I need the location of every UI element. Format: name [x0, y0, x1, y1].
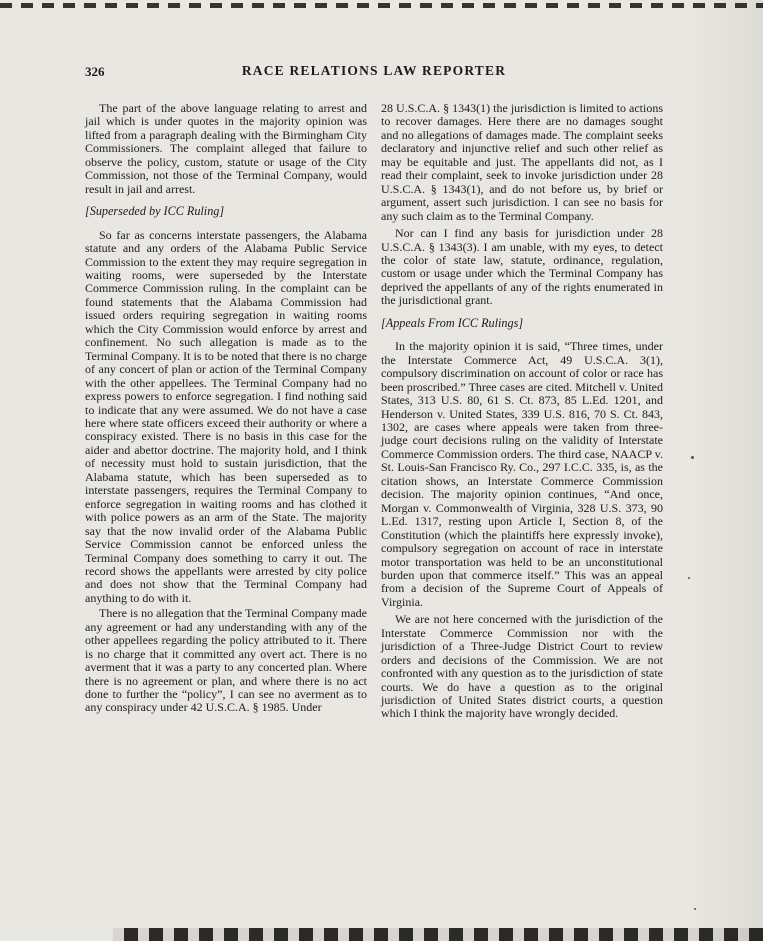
scan-speck [691, 456, 694, 459]
paragraph-arrest-and-jail: The part of the above language relating to arrest and jail which is under quotes in the majority opinion was lifted from a paragraph dealing with the Birmingham City Commissioners. The complaint alleged that failure to observe the policy, custom, statute or usage of the City Commission, not those of the Terminal Company, would result in jail and arrest. [85, 101, 367, 196]
paragraph-original-jurisdiction: We are not here concerned with the jurisdiction of the Interstate Commerce Commission nor with the jurisdiction of a Three-Judge District Court to review orders and decisions of the Commission. We are not confronted with any question as to the jurisdiction of state courts. We do have a question as to the original jurisdiction of United States district courts, a question which I think the majority have wrongly decided. [381, 612, 663, 721]
page-title: RACE RELATIONS LAW REPORTER [241, 63, 507, 78]
film-perforation-bottom [113, 928, 763, 941]
running-header [85, 63, 663, 81]
paragraph-interstate-passengers: So far as concerns interstate passengers, the Alabama statute and any orders of the Alabama Public Service Commission to the extent they may require segregation in waiting rooms, were superseded by the Interstate Commerce Commission ruling. In the complaint can be found statements that the Alabama Commission had issued orders requiring segregation in waiting rooms which the City Commission would enforce by arrest and confinement. No such allegation is made as to the Terminal Company. It is to be noted that there is no charge of any concert of plan or action of the Terminal Company with the other appellees. The Terminal Company had no express powers to enforce segregation. I find nothing said to indicate that any were assumed. We do not have a case here where state officers exceed their authority or where a conspiracy existed. There is no basis in this case for the aider and abettor doctrine. The majority hold, and I think of necessity must hold to sustain jurisdiction, that the Alabama statute, which has been superseded as to interstate passengers, requires the Terminal Company to enforce segregation in waiting rooms and has clothed it with police powers as an arm of the State. The majority say that the now invalid order of the Alabama Public Service Commission cannot be enforced unless the Terminal Company does something to carry it out. The record shows the appellants were arrested by city police and does not show that the Terminal Company had anything to do with it. [85, 227, 367, 605]
section-heading-appeals-from-icc-rulings: [Appeals From ICC Rulings] [381, 315, 524, 330]
page-number: 326 [85, 64, 105, 79]
film-perforation-top [0, 3, 763, 8]
paragraph-jurisdiction-limited: 28 U.S.C.A. § 1343(1) the jurisdiction is limited to actions to recover damages. Here there are no damages sought and no allegations of damages made. The complaint seeks declaratory and injunctive relief and such other relief as may be equitable and just. The appellants did not, as I read their complaint, seek to invoke jurisdiction under 28 U.S.C.A. § 1343(1), and do not before us, by brief or argument, assert such jurisdiction. I can see no basis for any such claim as to the Terminal Company. [381, 101, 663, 223]
right-column [381, 102, 663, 723]
section-heading-superseded-by-icc-ruling: [Superseded by ICC Ruling] [85, 204, 225, 219]
text-columns [85, 102, 663, 723]
left-column [85, 102, 367, 723]
scan-speck [688, 577, 690, 579]
paragraph-majority-opinion-cases: In the majority opinion it is said, “Three times, under the Interstate Commerce Act, 49 U.S.C.A. 3(1), compulsory discrimination on account of color or race has been proscribed.” Three cases are cited. Mitchell v. United States, 313 U.S. 80, 61 S. Ct. 873, 85 L.Ed. 1201, and Henderson v. United States, 339 U.S. 816, 70 S. Ct. 843, 1302, are cases where appeals were taken from three-judge court decisions ruling on the validity of Interstate Commerce Commission orders. The third case, NAACP v. St. Louis-San Francisco Ry. Co., 297 I.C.C. 335, is, as the citation shows, an Interstate Commerce Commission decision. The majority opinion continues, “And once, Morgan v. Commonwealth of Virginia, 328 U.S. 373, 90 L.Ed. 1317, resting upon Article I, Section 8, of the Constitution (which the plaintiffs here expressly invoke), compulsory segregation on account of race in interstate motor transportation was held to be an unconstitutional burden upon that commerce itself.” This was an appeal from a decision of the Supreme Court of Appeals of Virginia. [381, 339, 663, 609]
paragraph-no-basis-1343-3: Nor can I find any basis for jurisdiction under 28 U.S.C.A. § 1343(3). I am unable, with my eyes, to detect the color of state law, statute, ordinance, regulation, custom or usage under which the Terminal Company has deprived the appellants of any of the rights enumerated in the jurisdictional grant. [381, 226, 663, 308]
paragraph-no-allegation: There is no allegation that the Terminal Company made any agreement or had any understanding with any of the other appellees regarding the policy attributed to it. There is no charge that it committed any overt act. There is no averment that it was a party to any concerted plan. Where there is no agreement or plan, and where there is no act done to further the “policy”, I can see no averment as to any conspiracy under 42 U.S.C.A. § 1985. Under [85, 606, 367, 715]
scan-speck [694, 908, 696, 910]
